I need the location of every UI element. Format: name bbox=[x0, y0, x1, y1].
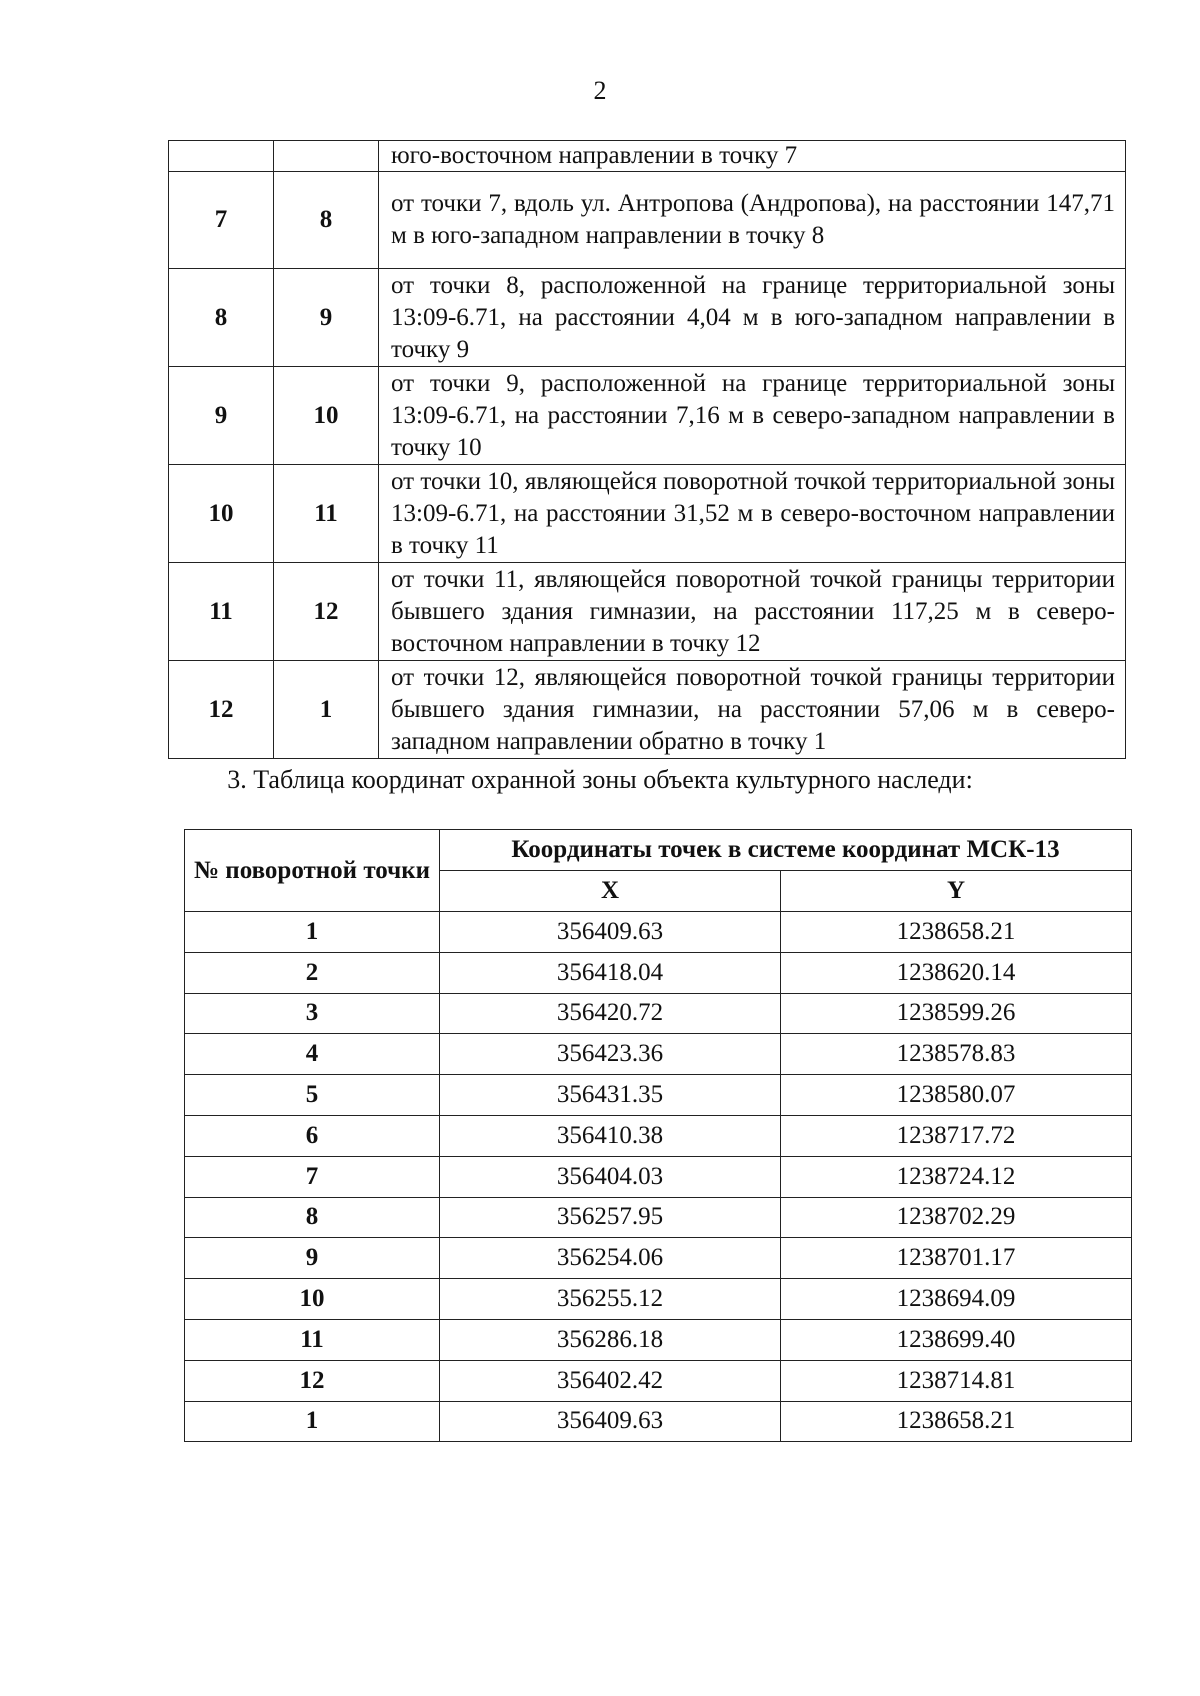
to-point-cell: 1 bbox=[274, 661, 379, 759]
table-row bbox=[169, 367, 1126, 465]
route-description-cell: юго-восточном направлении в точку 7 bbox=[379, 141, 1126, 172]
point-number-cell: 10 bbox=[185, 1279, 440, 1320]
x-coordinate-cell: 356286.18 bbox=[440, 1319, 781, 1360]
x-coordinate-cell: 356254.06 bbox=[440, 1238, 781, 1279]
to-point-cell: 9 bbox=[274, 269, 379, 367]
table-row bbox=[169, 661, 1126, 759]
route-description-cell: от точки 12, являющейся поворотной точкой границы территории бывшего здания гимназии, на расстоянии 57,06 м в северо-западном направлении обратно в точку 1 bbox=[379, 661, 1126, 759]
point-number-cell: 1 bbox=[185, 912, 440, 953]
section-heading: 3. Таблица координат охранной зоны объекта культурного наследи: bbox=[227, 765, 973, 794]
from-point-cell bbox=[169, 141, 274, 172]
route-description-cell: от точки 9, расположенной на границе территориальной зоны 13:09-6.71, на расстоянии 7,16 м в северо-западном направлении в точку 10 bbox=[379, 367, 1126, 465]
to-point-cell bbox=[274, 141, 379, 172]
x-coordinate-cell: 356257.95 bbox=[440, 1197, 781, 1238]
table-row bbox=[185, 993, 1132, 1034]
x-coordinate-cell: 356404.03 bbox=[440, 1156, 781, 1197]
point-number-cell: 2 bbox=[185, 952, 440, 993]
route-description-cell: от точки 7, вдоль ул. Антропова (Андропова), на расстоянии 147,71 м в юго-западном направлении в точку 8 bbox=[379, 172, 1126, 269]
x-coordinate-cell: 356410.38 bbox=[440, 1115, 781, 1156]
point-number-cell: 5 bbox=[185, 1075, 440, 1116]
table-row bbox=[185, 1279, 1132, 1320]
route-description-cell: от точки 11, являющейся поворотной точкой границы территории бывшего здания гимназии, на расстоянии 117,25 м в северо-восточном направлении в точку 12 bbox=[379, 563, 1126, 661]
table-row bbox=[185, 1115, 1132, 1156]
y-coordinate-cell: 1238701.17 bbox=[781, 1238, 1132, 1279]
table-row bbox=[185, 1034, 1132, 1075]
point-number-cell: 8 bbox=[185, 1197, 440, 1238]
x-coordinate-cell: 356409.63 bbox=[440, 912, 781, 953]
route-description-cell: от точки 8, расположенной на границе территориальной зоны 13:09-6.71, на расстоянии 4,04 м в юго-западном направлении в точку 9 bbox=[379, 269, 1126, 367]
y-coordinate-cell: 1238599.26 bbox=[781, 993, 1132, 1034]
x-coordinate-cell: 356255.12 bbox=[440, 1279, 781, 1320]
table-row bbox=[185, 1075, 1132, 1116]
x-coordinate-cell: 356409.63 bbox=[440, 1401, 781, 1442]
x-coordinate-cell: 356402.42 bbox=[440, 1360, 781, 1401]
y-coordinate-cell: 1238658.21 bbox=[781, 1401, 1132, 1442]
x-column-header: X bbox=[440, 871, 781, 912]
point-number-cell: 11 bbox=[185, 1319, 440, 1360]
table-row bbox=[185, 912, 1132, 953]
table-row bbox=[169, 172, 1126, 269]
from-point-cell: 9 bbox=[169, 367, 274, 465]
to-point-cell: 10 bbox=[274, 367, 379, 465]
point-number-cell: 6 bbox=[185, 1115, 440, 1156]
y-coordinate-cell: 1238694.09 bbox=[781, 1279, 1132, 1320]
header-row bbox=[185, 830, 1132, 871]
point-number-cell: 9 bbox=[185, 1238, 440, 1279]
x-coordinate-cell: 356420.72 bbox=[440, 993, 781, 1034]
y-coordinate-cell: 1238724.12 bbox=[781, 1156, 1132, 1197]
y-coordinate-cell: 1238699.40 bbox=[781, 1319, 1132, 1360]
table-row bbox=[185, 1319, 1132, 1360]
table-row bbox=[185, 952, 1132, 993]
to-point-cell: 12 bbox=[274, 563, 379, 661]
y-coordinate-cell: 1238578.83 bbox=[781, 1034, 1132, 1075]
y-column-header: Y bbox=[781, 871, 1132, 912]
y-coordinate-cell: 1238658.21 bbox=[781, 912, 1132, 953]
table-row bbox=[185, 1401, 1132, 1442]
point-number-header: № поворотной точки bbox=[185, 830, 440, 912]
table-row bbox=[169, 465, 1126, 563]
route-description-table bbox=[168, 140, 1126, 759]
to-point-cell: 11 bbox=[274, 465, 379, 563]
from-point-cell: 10 bbox=[169, 465, 274, 563]
point-number-cell: 7 bbox=[185, 1156, 440, 1197]
to-point-cell: 8 bbox=[274, 172, 379, 269]
page-number: 2 bbox=[593, 76, 607, 105]
from-point-cell: 11 bbox=[169, 563, 274, 661]
point-number-cell: 12 bbox=[185, 1360, 440, 1401]
y-coordinate-cell: 1238717.72 bbox=[781, 1115, 1132, 1156]
y-coordinate-cell: 1238714.81 bbox=[781, 1360, 1132, 1401]
table-row bbox=[185, 1156, 1132, 1197]
coordinate-system-header: Координаты точек в системе координат МСК-13 bbox=[440, 830, 1132, 871]
table-row bbox=[169, 141, 1126, 172]
table-row bbox=[185, 1360, 1132, 1401]
x-coordinate-cell: 356431.35 bbox=[440, 1075, 781, 1116]
table-row bbox=[185, 1197, 1132, 1238]
table-row bbox=[185, 1238, 1132, 1279]
y-coordinate-cell: 1238580.07 bbox=[781, 1075, 1132, 1116]
y-coordinate-cell: 1238620.14 bbox=[781, 952, 1132, 993]
point-number-cell: 3 bbox=[185, 993, 440, 1034]
point-number-cell: 4 bbox=[185, 1034, 440, 1075]
x-coordinate-cell: 356418.04 bbox=[440, 952, 781, 993]
point-number-cell: 1 bbox=[185, 1401, 440, 1442]
y-coordinate-cell: 1238702.29 bbox=[781, 1197, 1132, 1238]
from-point-cell: 12 bbox=[169, 661, 274, 759]
table-row bbox=[169, 563, 1126, 661]
coordinates-table bbox=[184, 829, 1132, 1442]
from-point-cell: 8 bbox=[169, 269, 274, 367]
table-row bbox=[169, 269, 1126, 367]
x-coordinate-cell: 356423.36 bbox=[440, 1034, 781, 1075]
coordinates-body bbox=[185, 912, 1132, 1442]
route-description-cell: от точки 10, являющейся поворотной точкой территориальной зоны 13:09-6.71, на расстоянии 31,52 м в северо-восточном направлении в точку 11 bbox=[379, 465, 1126, 563]
from-point-cell: 7 bbox=[169, 172, 274, 269]
